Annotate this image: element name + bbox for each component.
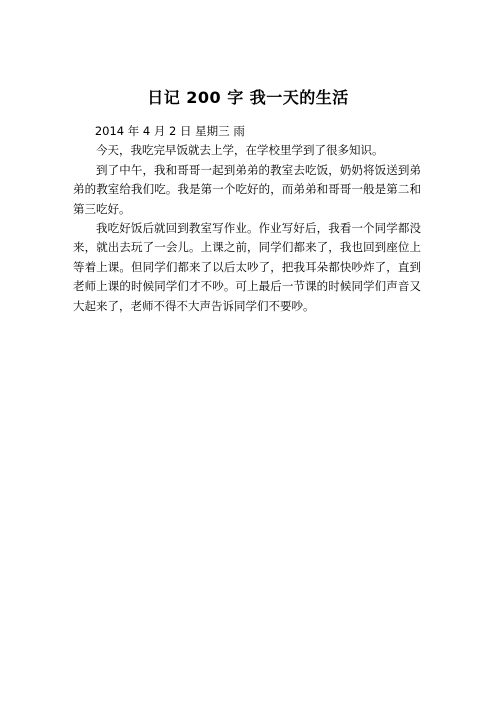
document-body [73,122,421,316]
paragraph-1: 今天，我吃完早饭就去上学，在学校里学到了很多知识。 [96,143,384,158]
document-title: 日记 200 字 我一天的生活 [147,88,349,107]
paragraph-3: 我吃好饭后就回到教室写作业。作业写好后，我看一个同学都没来，就出去玩了一会儿。上课之前，同学们都来了，我也回到座位上等着上课。但同学们都来了以后太吵了，把我耳朵都快吵炸了，直到老师上课的时候同学们才不吵。可上最后一节课的时候同学们声音又大起来了，老师不得不大声告诉同学们不要吵。 [73,221,421,313]
paragraph-2: 到了中午，我和哥哥一起到弟弟的教室去吃饭，奶奶将饭送到弟弟的教室给我们吃。我是第一个吃好的，而弟弟和哥哥一般是第二和第三吃好。 [73,162,421,216]
date-line: 2014 年 4 月 2 日 星期三 雨 [94,124,245,138]
